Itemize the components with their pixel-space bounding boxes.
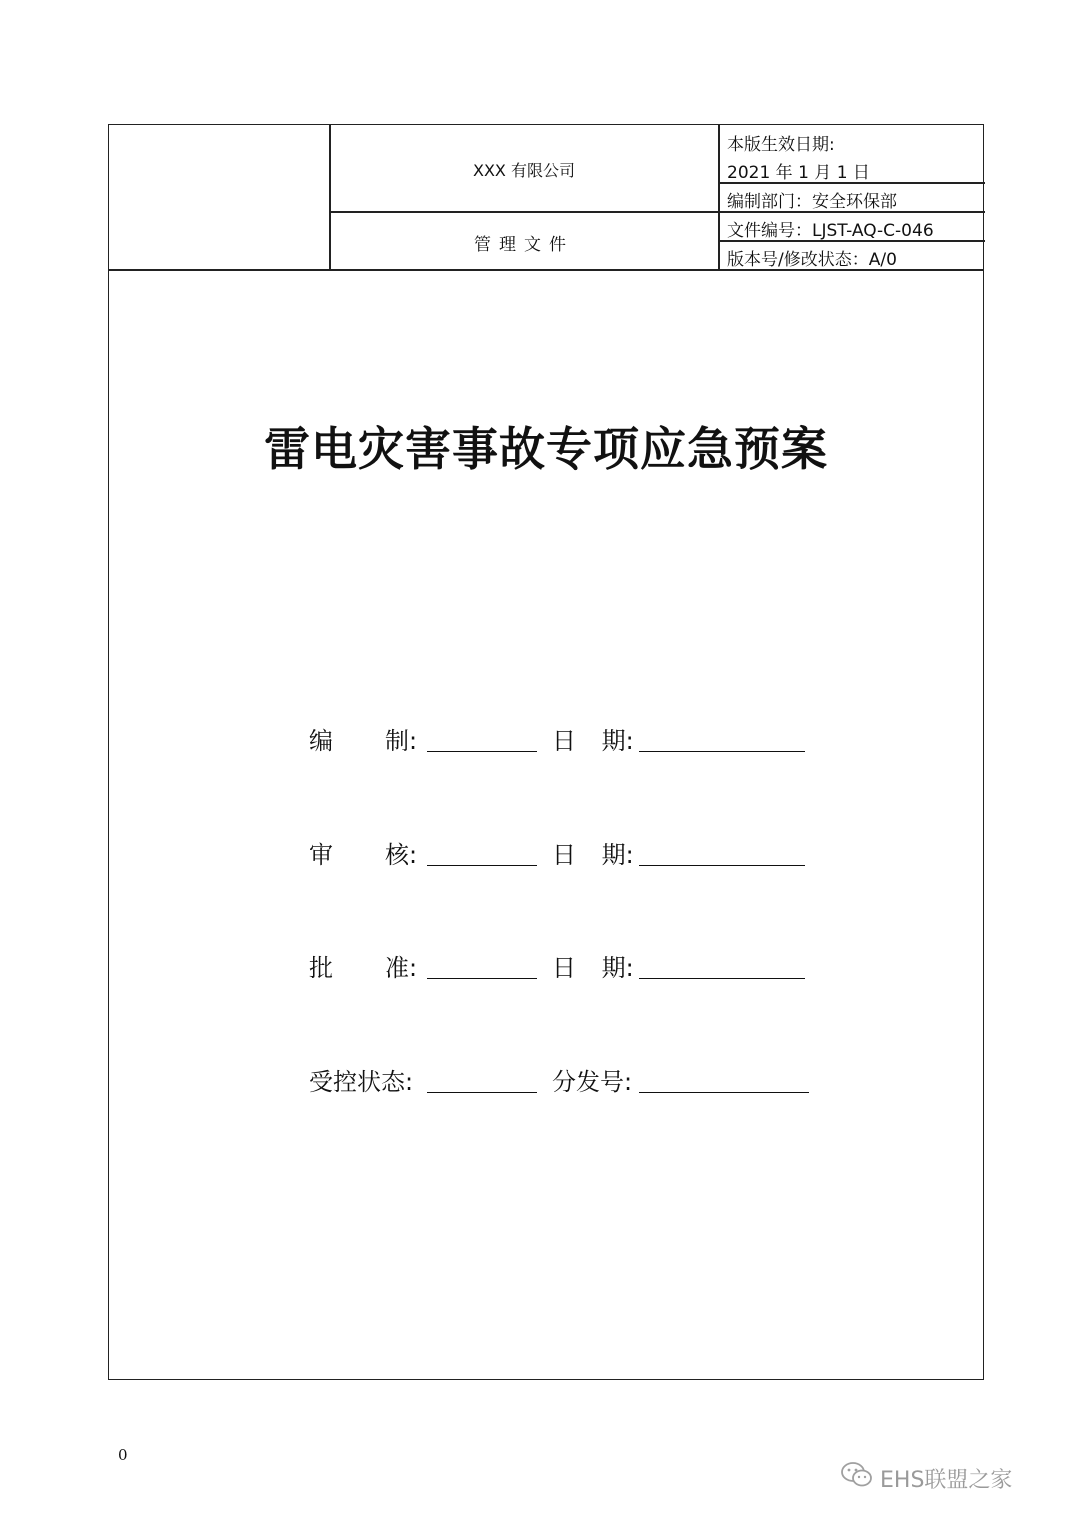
wechat-icon bbox=[840, 1460, 874, 1496]
approve-date-field[interactable] bbox=[639, 978, 805, 979]
prepare-date-field[interactable] bbox=[639, 751, 805, 752]
version-status: 版本号/修改状态：A/0 bbox=[727, 250, 897, 270]
distribution-number-field[interactable] bbox=[639, 1092, 809, 1093]
effective-date: 2021 年 1 月 1 日 bbox=[727, 163, 870, 183]
review-date-field[interactable] bbox=[639, 865, 805, 866]
document-title: 雷电灾害事故专项应急预案 bbox=[264, 422, 828, 476]
review-signature-field[interactable] bbox=[427, 865, 537, 866]
document-frame bbox=[108, 124, 984, 1380]
header-mid-border bbox=[329, 211, 718, 213]
signature-row-review: 审 核: 日 期: bbox=[309, 835, 829, 869]
doc-number: 文件编号：LJST-AQ-C-046 bbox=[727, 221, 934, 241]
control-status-field[interactable] bbox=[427, 1092, 537, 1093]
watermark bbox=[840, 1460, 1012, 1496]
effective-date-label: 本版生效日期: bbox=[727, 135, 835, 155]
signature-row-control bbox=[309, 1062, 829, 1096]
distribution-number-label: 分发号: bbox=[552, 1068, 633, 1096]
signature-row-approve: 批 准: 日 期: bbox=[309, 948, 829, 982]
approve-date-label: 日 期: bbox=[552, 954, 634, 982]
control-status-label: 受控状态: bbox=[309, 1068, 414, 1096]
approve-signature-field[interactable] bbox=[427, 978, 537, 979]
company-name: XXX 有限公司 bbox=[473, 161, 575, 180]
watermark-text: EHS联盟之家 bbox=[880, 1467, 1013, 1493]
prepare-date-label: 日 期: bbox=[552, 727, 634, 755]
doc-type: 管理文件 bbox=[474, 235, 574, 255]
signature-row-prepare: 编 制: 日 期: bbox=[309, 721, 829, 755]
prepare-signature-field[interactable] bbox=[427, 751, 537, 752]
review-date-label: 日 期: bbox=[552, 841, 634, 869]
page-number: 0 bbox=[118, 1446, 128, 1464]
department: 编制部门：安全环保部 bbox=[727, 192, 897, 212]
header-divider-right bbox=[718, 125, 720, 269]
